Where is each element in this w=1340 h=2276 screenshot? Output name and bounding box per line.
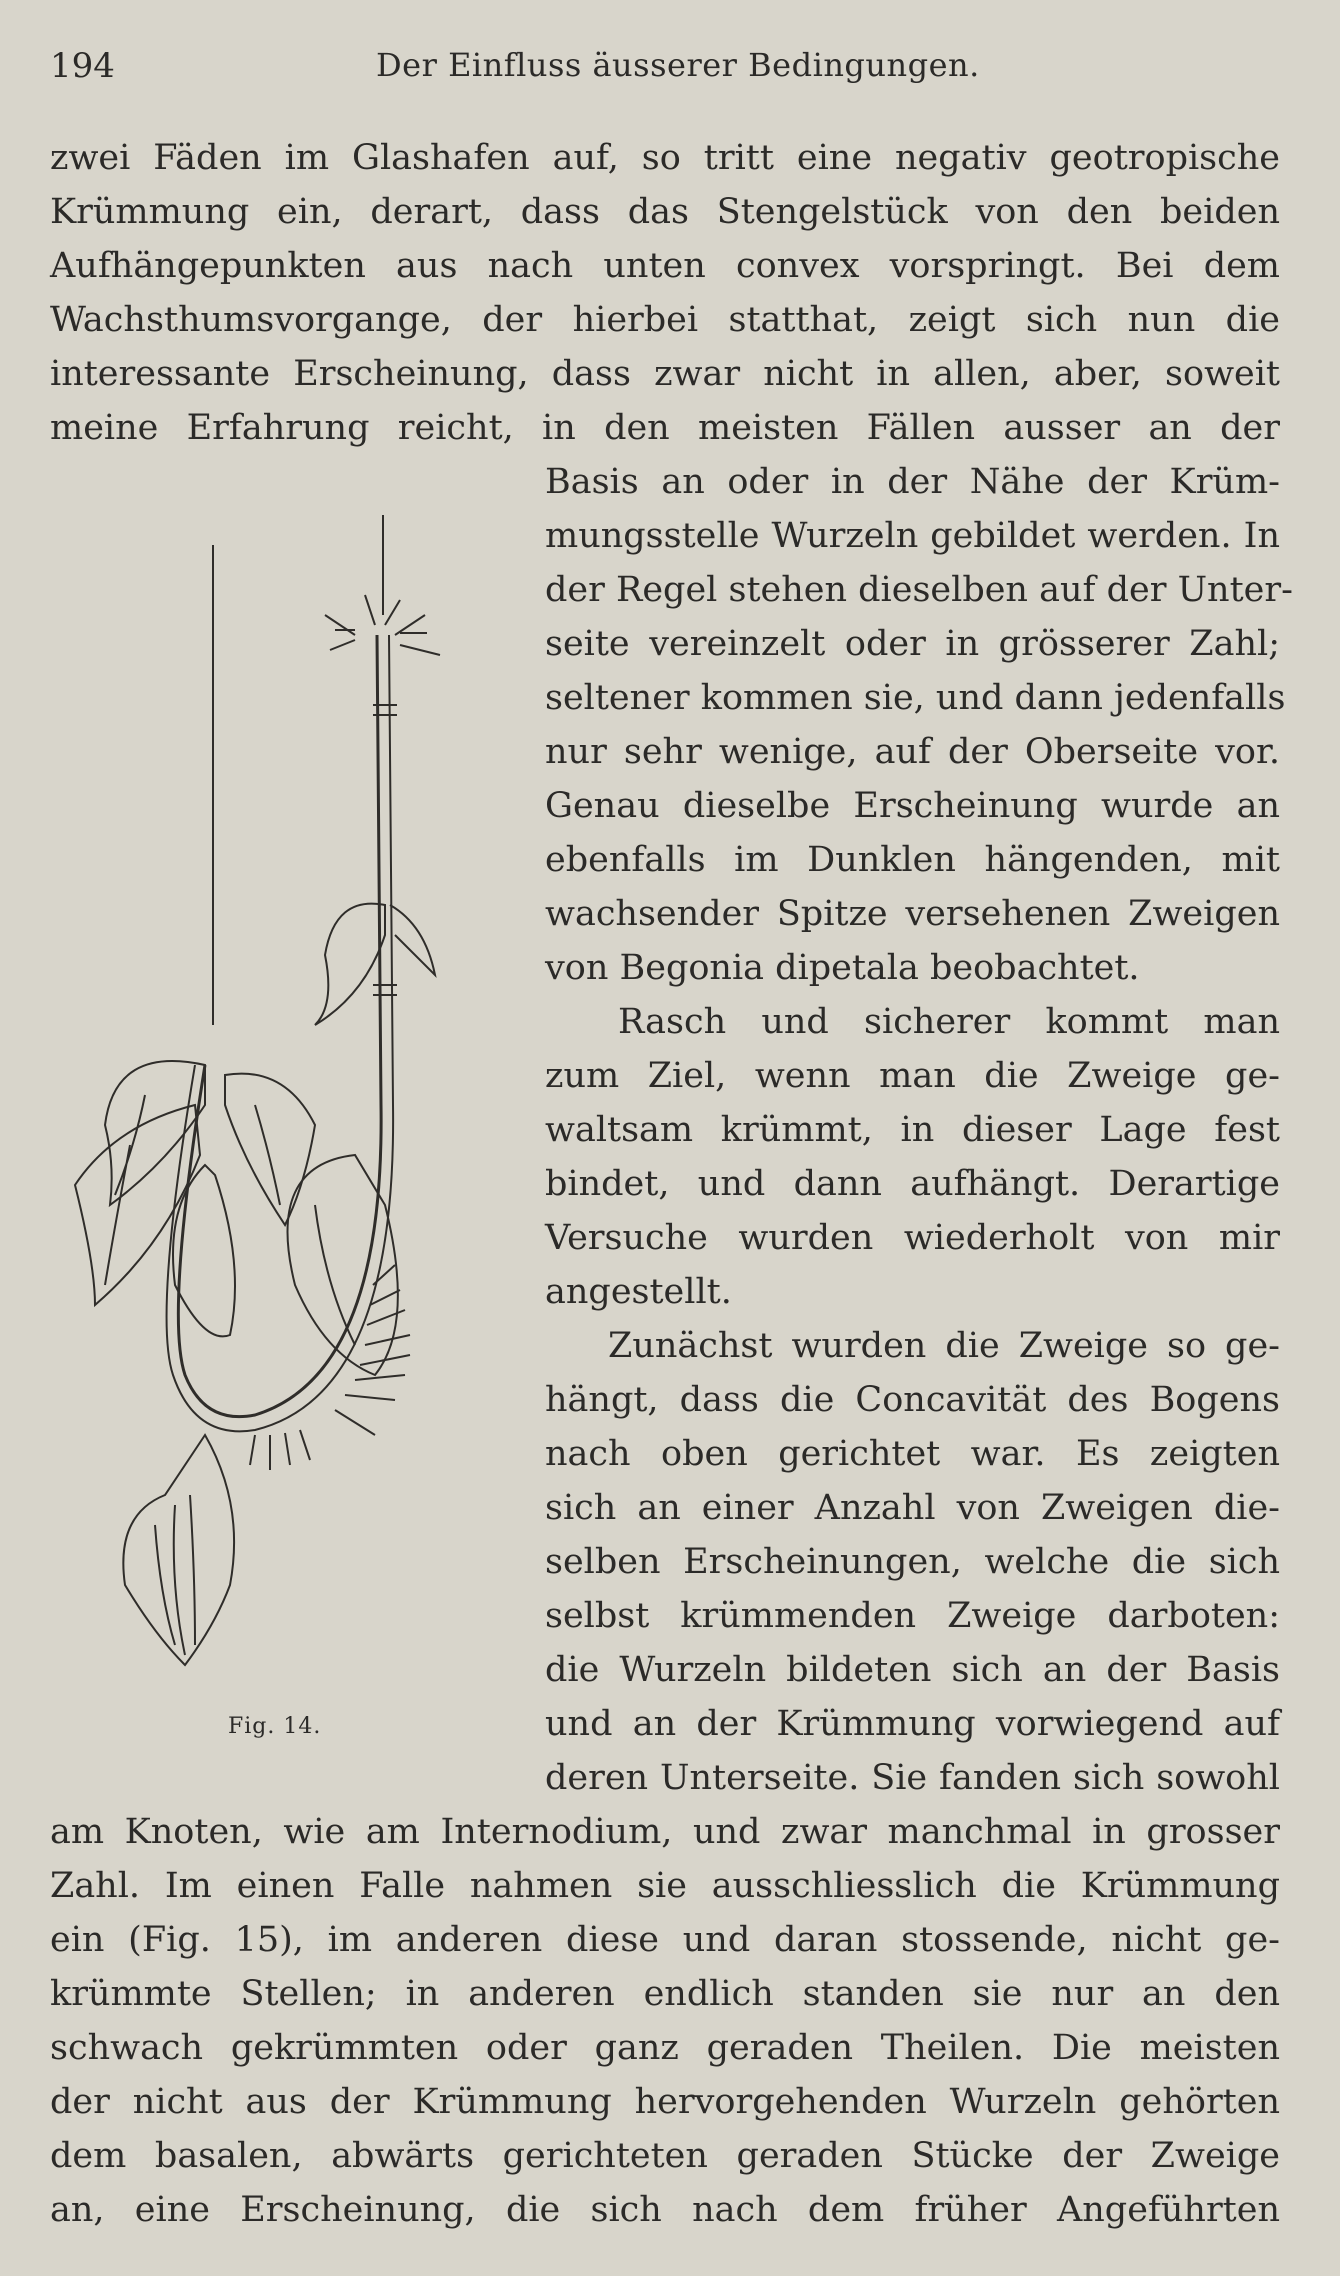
text-line: interessante Erscheinung, dass zwar nicht in allen, aber, soweit [50,354,1280,394]
plant-drawing [55,505,515,1705]
main-stem [178,635,381,1417]
text-line: angestellt. [545,1272,732,1312]
text-line: Versuche wurden wiederholt von mir [545,1218,1280,1258]
text-line: krümmte Stellen; in anderen endlich standen sie nur an den [50,1974,1280,2014]
text-line: die Wurzeln bildeten sich an der Basis [545,1650,1280,1690]
text-line: seite vereinzelt oder in grösserer Zahl; [545,624,1280,664]
text-line: Wachsthumsvorgange, der hierbei statthat, zeigt sich nun die [50,300,1280,340]
text-line: der nicht aus der Krümmung hervorgehenden Wurzeln gehörten [50,2082,1280,2122]
leaf-bottom-veins [155,1495,195,1655]
leaf-center [225,1074,315,1225]
text-line: schwach gekrümmten oder ganz geraden Theilen. Die meisten [50,2028,1280,2068]
leaf-veins [105,1095,355,1345]
text-line: seltener kommen sie, und dann jedenfalls [545,678,1286,718]
text-line: Basis an oder in der Nähe der Krüm- [545,462,1280,502]
text-line: selbst krümmenden Zweige darboten: [545,1596,1280,1636]
figure-caption: Fig. 14. [228,1714,322,1739]
text-line: der Regel stehen dieselben auf der Unter- [545,570,1293,610]
text-line: Zahl. Im einen Falle nahmen sie ausschliesslich die Krümmung [50,1866,1280,1906]
text-line: Krümmung ein, derart, dass das Stengelstück von den beiden [50,192,1280,232]
text-line: dem basalen, abwärts gerichteten geraden Stücke der Zweige [50,2136,1280,2176]
text-line: von Begonia dipetala beobachtet. [545,948,1140,988]
leaf-bottom [123,1435,234,1665]
running-title: Der Einfluss äusserer Bedingungen. [376,46,980,84]
text-line: ebenfalls im Dunklen hängenden, mit [545,840,1280,880]
leaf-upper [315,904,385,1025]
text-line: ein (Fig. 15), im anderen diese und daran stossende, nicht ge- [50,1920,1280,1960]
text-line: selben Erscheinungen, welche die sich [545,1542,1280,1582]
text-line: mungsstelle Wurzeln gebildet werden. In [545,516,1280,556]
text-line: deren Unterseite. Sie fanden sich sowohl [545,1758,1280,1798]
text-line: sich an einer Anzahl von Zweigen die- [545,1488,1280,1528]
text-line: hängt, dass die Concavität des Bogens [545,1380,1280,1420]
text-line: Rasch und sicherer kommt man [618,1002,1280,1042]
text-line: waltsam krümmt, in dieser Lage fest [545,1110,1280,1150]
text-line: und an der Krümmung vorwiegend auf [545,1704,1280,1744]
leaf-upper-2 [390,905,435,975]
bend-roots [250,1265,410,1470]
text-line: am Knoten, wie am Internodium, und zwar manchmal in grosser [50,1812,1280,1852]
text-line: Aufhängepunkten aus nach unten convex vorspringt. Bei dem [50,246,1280,286]
text-line: an, eine Erscheinung, die sich nach dem früher Angeführten [50,2190,1280,2230]
page-number: 194 [50,46,115,86]
page-header [50,46,1290,92]
text-line: Zunächst wurden die Zweige so ge- [608,1326,1280,1366]
text-line: meine Erfahrung reicht, in den meisten Fällen ausser an der [50,408,1280,448]
text-line: nur sehr wenige, auf der Oberseite vor. [545,732,1280,772]
text-line: nach oben gerichtet war. Es zeigten [545,1434,1280,1474]
main-stem-outline [167,635,394,1431]
text-line: wachsender Spitze versehenen Zweigen [545,894,1280,934]
text-line: zwei Fäden im Glashafen auf, so tritt eine negativ geotropische [50,138,1280,178]
text-line: Genau dieselbe Erscheinung wurde an [545,786,1280,826]
text-line: zum Ziel, wenn man die Zweige ge- [545,1056,1280,1096]
figure-14-illustration [55,505,515,1705]
text-line: bindet, und dann aufhängt. Derartige [545,1164,1280,1204]
